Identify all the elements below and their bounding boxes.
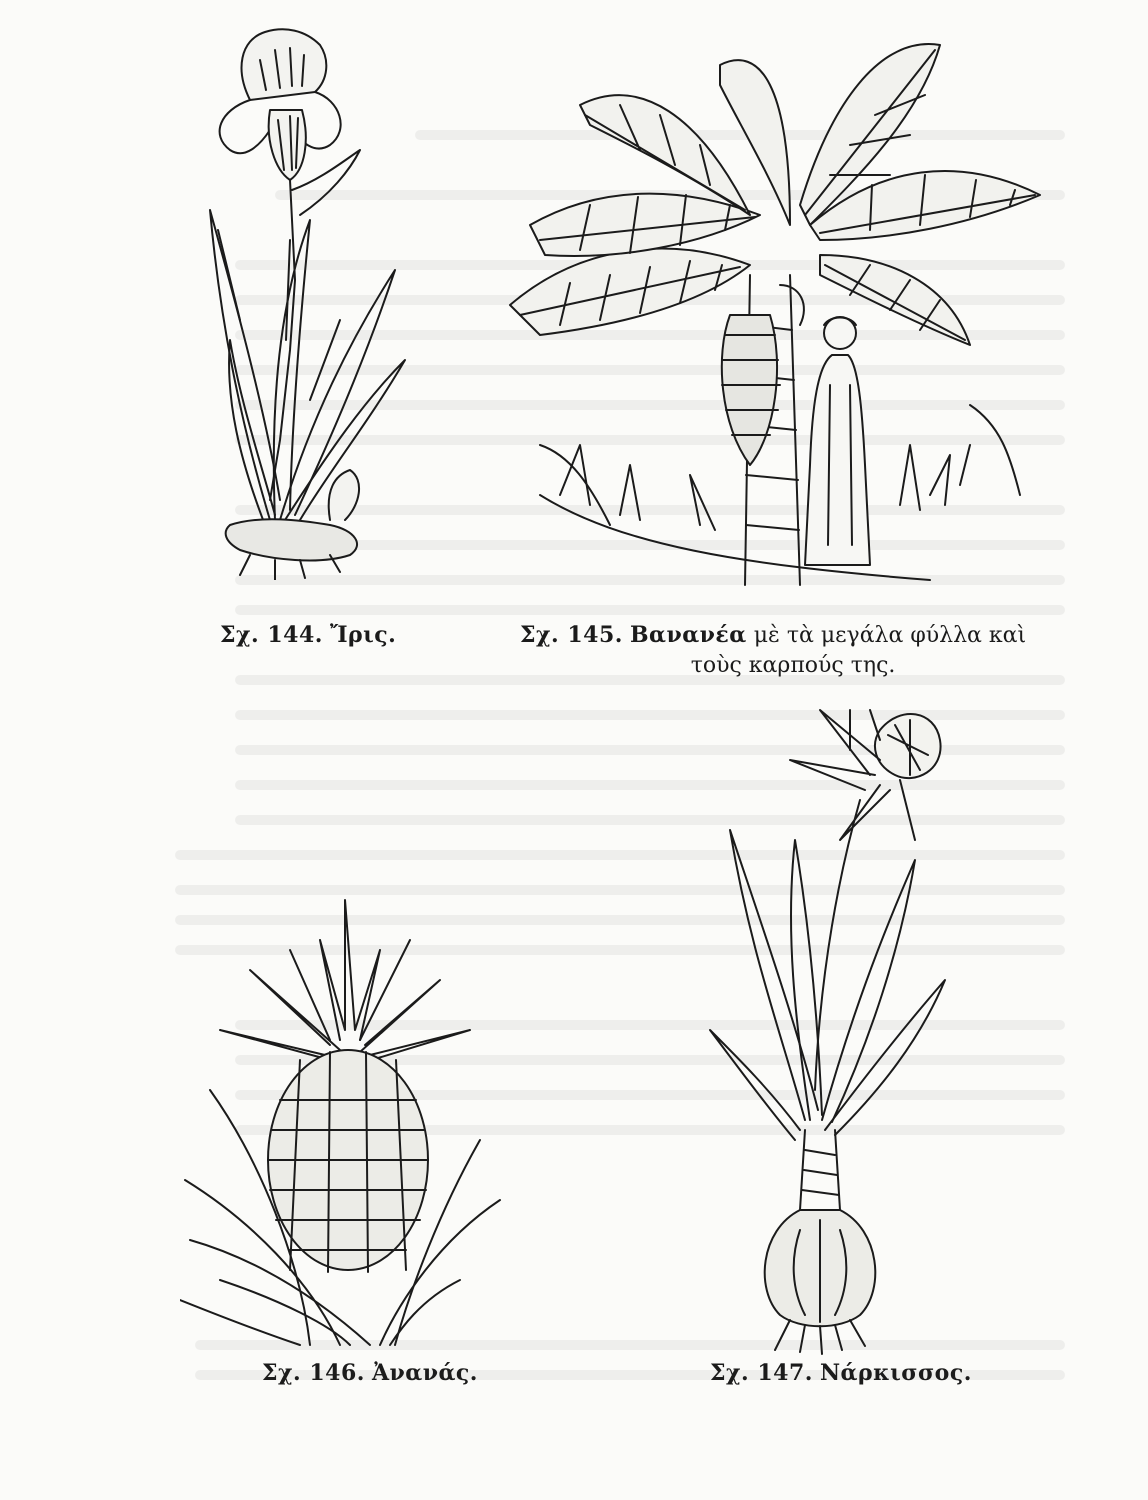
pineapple-illustration (180, 880, 510, 1350)
fig145-description: μὲ τὰ μεγάλα φύλλα καὶ (753, 623, 1027, 648)
fig146-name: Ἀνανάς. (371, 1360, 478, 1386)
iris-illustration (180, 20, 420, 580)
fig147-name: Νάρκισσος. (819, 1360, 972, 1386)
banana-tree-illustration (500, 25, 1060, 595)
caption-fig147 (710, 1358, 972, 1389)
fig144-name: Ἴρις. (329, 622, 397, 648)
fig145-name: Βανανέα (629, 622, 747, 648)
caption-fig146 (262, 1358, 478, 1389)
caption-fig144 (220, 620, 396, 651)
fig147-label: Σχ. 147. (710, 1360, 813, 1386)
fig144-label: Σχ. 144. (220, 622, 323, 648)
fig145-label: Σχ. 145. (520, 622, 623, 648)
narcissus-illustration (700, 690, 960, 1355)
fig145-description-line2: τοὺς καρπούς της. (690, 653, 896, 678)
caption-fig145 (520, 620, 1026, 681)
fig146-label: Σχ. 146. (262, 1360, 365, 1386)
